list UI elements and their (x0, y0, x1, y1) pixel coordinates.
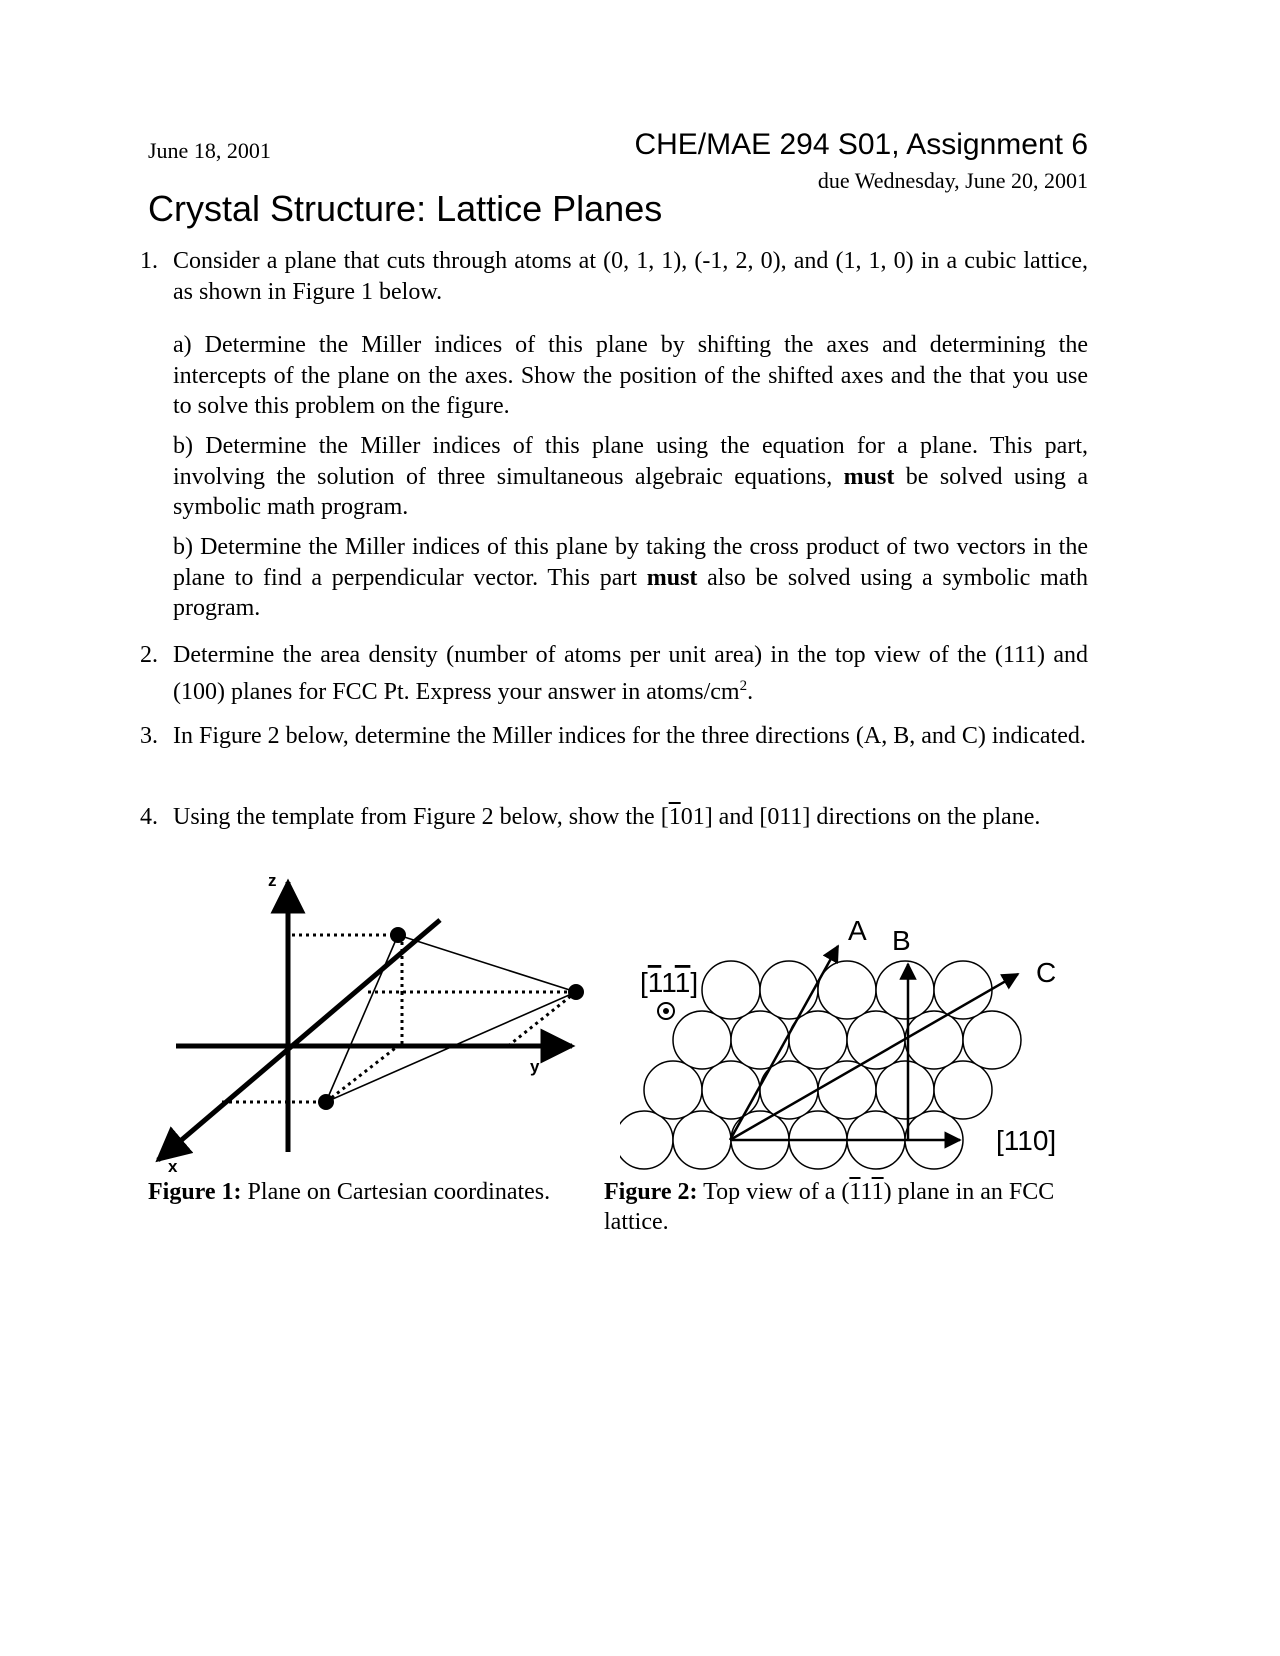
question-text (173, 802, 1088, 833)
caption-text: 1 (860, 1179, 872, 1205)
atom-circle (731, 1011, 789, 1069)
bracket: [ (640, 967, 648, 998)
overbar-digit: 1 (871, 1179, 884, 1205)
bracket: ] (690, 967, 699, 998)
text-part: Determine the area density (number of atoms per unit area) in the top view of the (111) and (100) planes for FCC Pt. Express your answer in atoms/cm (173, 642, 1088, 705)
x-axis (158, 920, 440, 1160)
text-part: b) Determine the Miller indices of this plane using the equation for a plane. This part, involving the solution of three simultaneous algebraic equations, (173, 433, 1088, 490)
direction-110-label: [110] (996, 1125, 1057, 1156)
axis-label-x: x (168, 1157, 178, 1176)
question-1a: a) Determine the Miller indices of this plane by shifting the axes and determining the intercepts of the plane on the axes. Show the position of the shifted axes and the that you use to solve this problem on the figure. (173, 332, 1088, 419)
question-number: 2. (140, 642, 158, 668)
caption-text: Plane on Cartesian coordinates. (247, 1179, 551, 1205)
atom-circle (905, 1011, 963, 1069)
overbar-digit: 1 (674, 967, 691, 998)
atom-circle (818, 961, 876, 1019)
text-part: b) Determine the Miller indices of this plane by taking the cross product of two vectors in the plane to find a perpendicular vector. This part (173, 534, 1088, 591)
atom-circle (760, 961, 818, 1019)
caption-text: Top view of a ( (703, 1179, 850, 1205)
question-1 (140, 246, 1088, 307)
question-3 (140, 721, 1088, 752)
atom-circle (847, 1011, 905, 1069)
question-1b-equation (173, 431, 1088, 523)
question-number: 4. (140, 804, 158, 830)
atom-circle (673, 1011, 731, 1069)
label-A: A (848, 915, 867, 946)
caption-text: ) plane in an FCC lattice. (604, 1179, 1055, 1235)
emphasis: must (843, 463, 895, 490)
figure-1-caption (148, 1177, 550, 1207)
plane-normal-label (640, 967, 698, 998)
caption-label: Figure 1: (148, 1179, 242, 1205)
question-text (173, 640, 1088, 707)
axis-label-z: z (268, 871, 277, 890)
atom-circle (702, 1061, 760, 1119)
atom-circle (963, 1011, 1021, 1069)
atom-circle (702, 961, 760, 1019)
overbar-digit: 1 (668, 804, 681, 830)
question-number: 1. (140, 248, 158, 274)
figure-2-caption (604, 1177, 1074, 1237)
date: June 18, 2001 (148, 138, 271, 163)
question-number: 3. (140, 723, 158, 749)
axis-label-y: y (530, 1057, 540, 1076)
overbar-digit: 1 (849, 1179, 861, 1205)
atom-circle (620, 1111, 673, 1169)
plane-triangle (326, 935, 576, 1102)
atom-point (390, 927, 406, 943)
atom-circle (818, 1061, 876, 1119)
text-part: be solved using a symbolic math program. (173, 463, 1089, 520)
emphasis: must (646, 564, 698, 591)
atom-circle (876, 961, 934, 1019)
label-B: B (892, 925, 911, 956)
course-title: CHE/MAE 294 S01, Assignment 6 (634, 128, 1088, 161)
caption-label: Figure 2: (604, 1179, 698, 1205)
text-part: 01] and [011] directions on the plane. (680, 804, 1041, 830)
atom-circle (673, 1111, 731, 1169)
question-text: Consider a plane that cuts through atoms at (0, 1, 1), (-1, 2, 0), and (1, 1, 0) in a cubic lattice, as shown in Figure 1 below. (173, 248, 1088, 305)
overbar-digit: 1 (647, 967, 662, 998)
text-part: . (747, 678, 754, 705)
out-of-plane-dot (663, 1008, 669, 1014)
atom-point (318, 1094, 334, 1110)
label-C: C (1036, 957, 1057, 988)
guide-line (326, 1046, 398, 1102)
question-2 (140, 640, 1088, 707)
atom-circle (934, 961, 992, 1019)
question-4 (140, 802, 1088, 833)
due-date: due Wednesday, June 20, 2001 (817, 168, 1088, 193)
figure-1 (140, 860, 600, 1180)
digit: 1 (661, 967, 675, 998)
atom-point (568, 984, 584, 1000)
atom-circle (644, 1061, 702, 1119)
text-part: also be solved using a symbolic math program. (173, 564, 1089, 621)
atom-circle (934, 1061, 992, 1119)
figure-2 (620, 900, 1080, 1180)
question-1b-cross-product (173, 532, 1088, 624)
question-text: In Figure 2 below, determine the Miller indices for the three directions (A, B, and C) indicated. (173, 723, 1086, 749)
page-title: Crystal Structure: Lattice Planes (148, 188, 663, 229)
superscript: 2 (739, 677, 748, 694)
guide-line (508, 992, 576, 1046)
atom-circle (876, 1061, 934, 1119)
text-part: Using the template from Figure 2 below, show the [ (173, 804, 669, 830)
